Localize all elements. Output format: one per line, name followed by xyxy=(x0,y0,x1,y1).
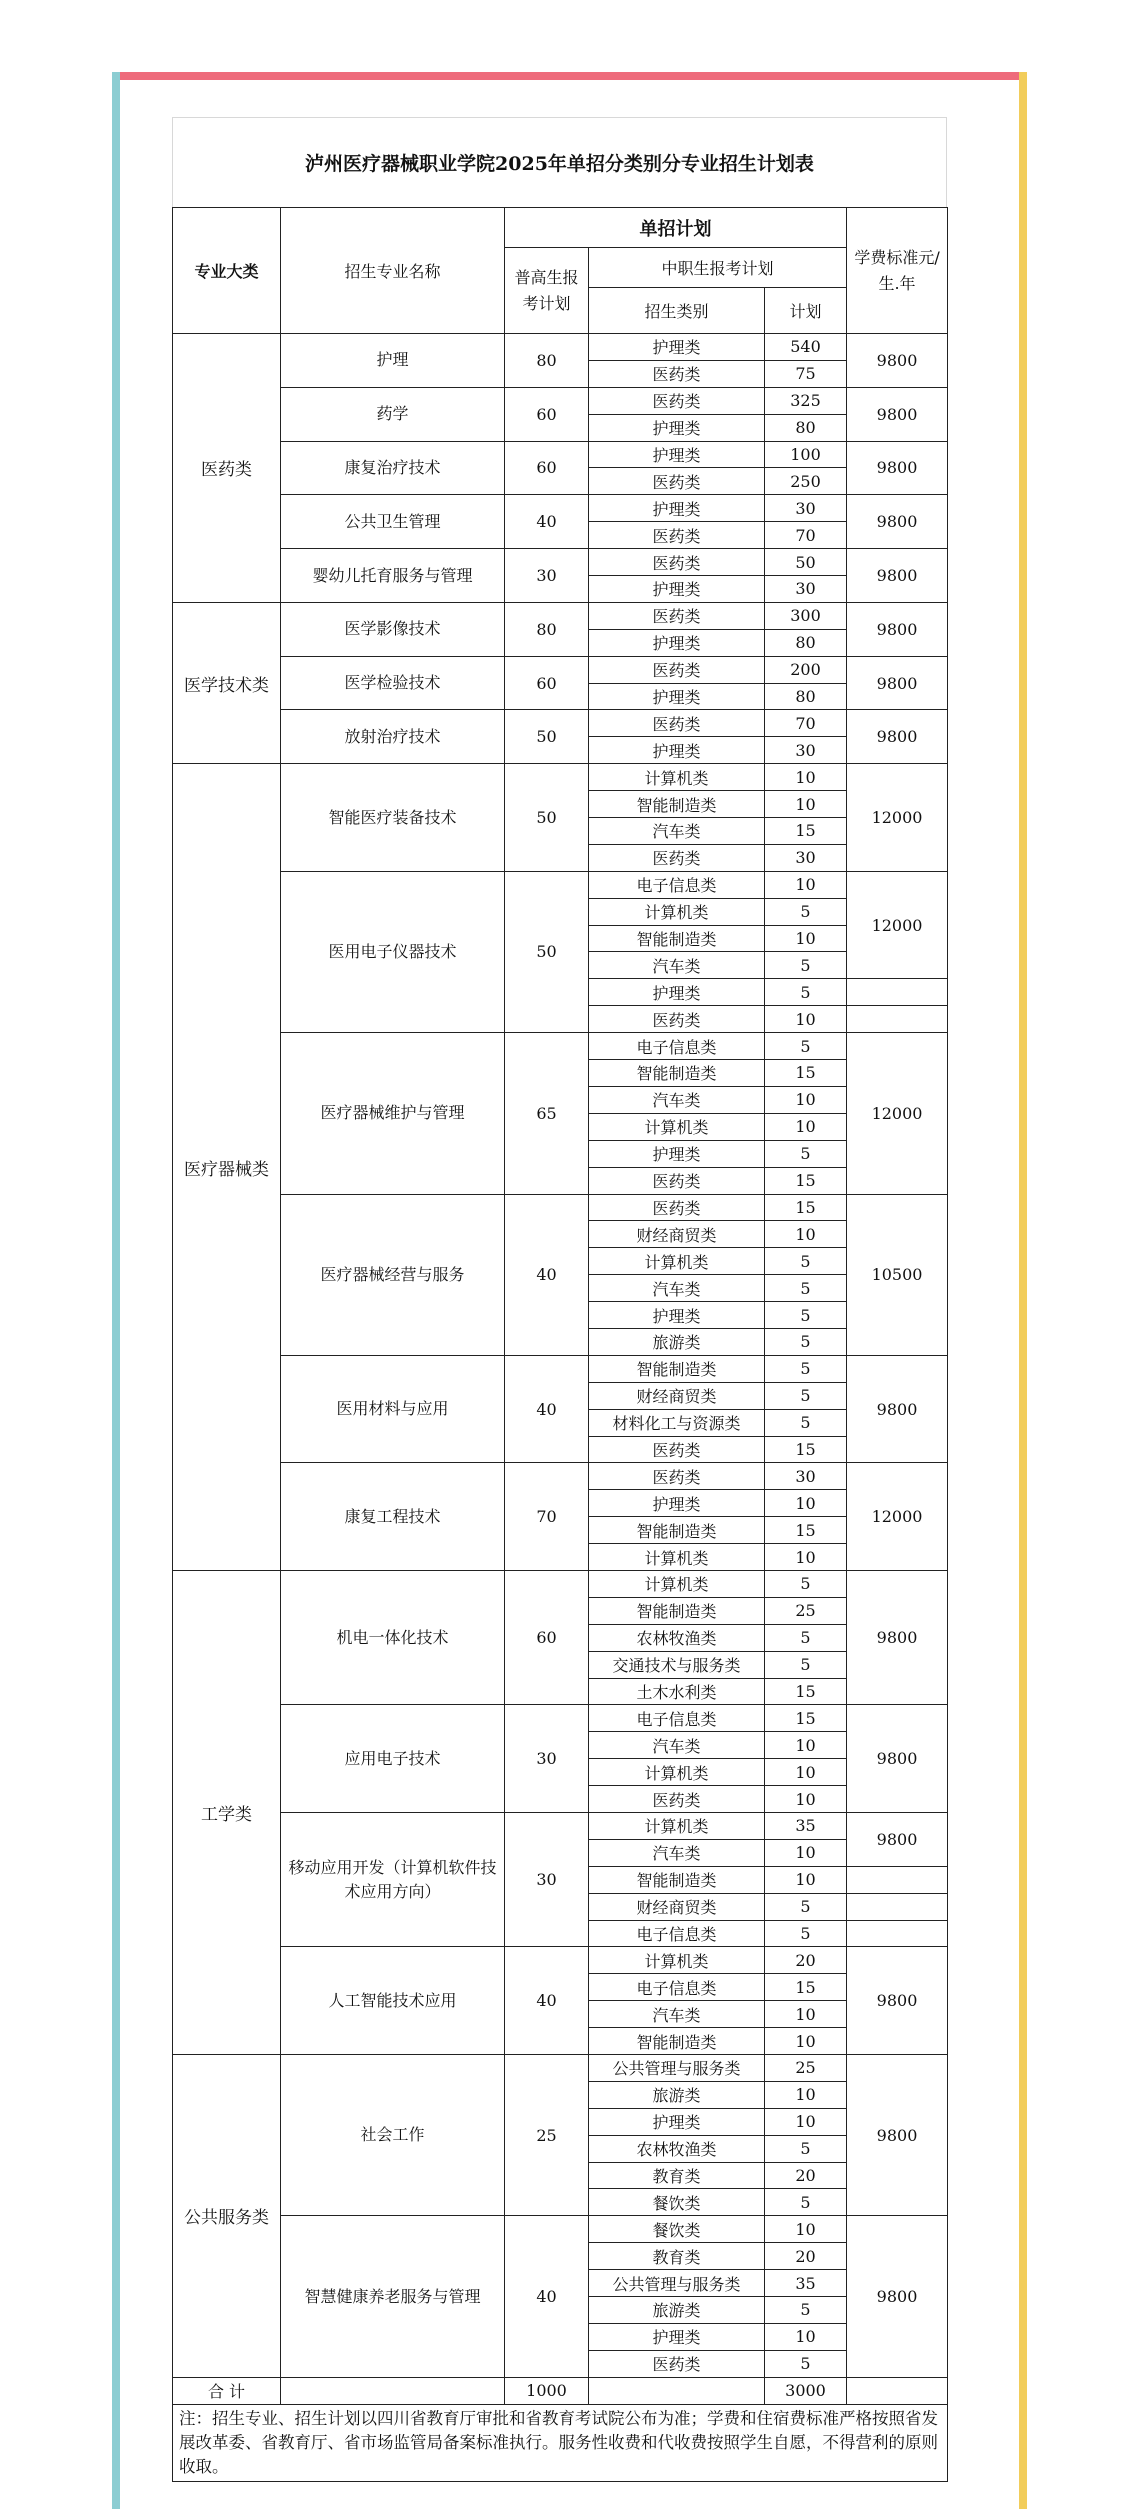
admission-type-cell: 教育类 xyxy=(589,2162,765,2189)
admission-type-cell: 护理类 xyxy=(589,979,765,1006)
general-plan-cell: 40 xyxy=(505,1194,589,1355)
header-vocational: 中职生报考计划 xyxy=(589,248,847,288)
general-plan-cell: 30 xyxy=(505,549,589,603)
admission-type-cell: 医药类 xyxy=(589,360,765,387)
major-name-cell: 药学 xyxy=(281,387,505,441)
admission-type-cell: 医药类 xyxy=(589,1194,765,1221)
fee-cell: 12000 xyxy=(847,1463,948,1571)
fee-cell: 9800 xyxy=(847,2216,948,2377)
vocational-plan-cell: 5 xyxy=(765,898,847,925)
vocational-plan-cell: 50 xyxy=(765,549,847,576)
vocational-plan-cell: 10 xyxy=(765,1759,847,1786)
admission-type-cell: 公共管理与服务类 xyxy=(589,2270,765,2297)
general-plan-cell: 60 xyxy=(505,1570,589,1704)
admission-type-cell: 智能制造类 xyxy=(589,791,765,818)
table-row xyxy=(173,1705,948,1732)
header-general: 普高生报考计划 xyxy=(505,248,589,334)
vocational-plan-cell: 10 xyxy=(765,1086,847,1113)
sheet-title: 泸州医疗器械职业学院2025年单招分类别分专业招生计划表 xyxy=(172,117,947,207)
admission-type-cell: 土木水利类 xyxy=(589,1678,765,1705)
admission-type-cell: 电子信息类 xyxy=(589,1033,765,1060)
empty-fee-cell xyxy=(847,1006,948,1033)
header-count: 计划 xyxy=(765,288,847,334)
general-plan-cell: 60 xyxy=(505,441,589,495)
table-row xyxy=(173,549,948,576)
admission-type-cell: 医药类 xyxy=(589,1786,765,1813)
admission-type-cell: 医药类 xyxy=(589,522,765,549)
admission-type-cell: 护理类 xyxy=(589,576,765,603)
major-name-cell: 放射治疗技术 xyxy=(281,710,505,764)
fee-cell: 9800 xyxy=(847,334,948,388)
admission-type-cell: 医药类 xyxy=(589,844,765,871)
admission-type-cell: 护理类 xyxy=(589,1140,765,1167)
admission-type-cell: 护理类 xyxy=(589,683,765,710)
header-plan: 单招计划 xyxy=(505,208,847,248)
vocational-plan-cell: 5 xyxy=(765,1651,847,1678)
admission-type-cell: 护理类 xyxy=(589,2108,765,2135)
admission-type-cell: 财经商贸类 xyxy=(589,1221,765,1248)
admission-type-cell: 餐饮类 xyxy=(589,2189,765,2216)
admission-type-cell: 电子信息类 xyxy=(589,1705,765,1732)
table-row xyxy=(173,2216,948,2243)
fee-cell: 9800 xyxy=(847,1355,948,1463)
table-row xyxy=(173,1463,948,1490)
vocational-plan-cell: 5 xyxy=(765,1893,847,1920)
admission-type-cell: 护理类 xyxy=(589,334,765,361)
total-label: 合 计 xyxy=(173,2377,281,2404)
general-plan-cell: 40 xyxy=(505,495,589,549)
vocational-plan-cell: 540 xyxy=(765,334,847,361)
admission-type-cell: 农林牧渔类 xyxy=(589,1624,765,1651)
vocational-plan-cell: 5 xyxy=(765,1248,847,1275)
admission-type-cell: 智能制造类 xyxy=(589,1060,765,1087)
vocational-plan-cell: 10 xyxy=(765,2323,847,2350)
vocational-plan-cell: 80 xyxy=(765,629,847,656)
general-plan-cell: 70 xyxy=(505,1463,589,1571)
table-row xyxy=(173,764,948,791)
vocational-plan-cell: 5 xyxy=(765,1328,847,1355)
table-row xyxy=(173,2055,948,2082)
vocational-plan-cell: 30 xyxy=(765,737,847,764)
major-name-cell: 医学影像技术 xyxy=(281,602,505,656)
admission-type-cell: 汽车类 xyxy=(589,1732,765,1759)
table-row xyxy=(173,1812,948,1839)
table-row xyxy=(173,1033,948,1060)
major-name-cell: 医用材料与应用 xyxy=(281,1355,505,1463)
vocational-plan-cell: 25 xyxy=(765,2055,847,2082)
major-name-cell: 医疗器械经营与服务 xyxy=(281,1194,505,1355)
vocational-plan-cell: 10 xyxy=(765,1839,847,1866)
admission-type-cell: 汽车类 xyxy=(589,952,765,979)
total-empty xyxy=(847,2377,948,2404)
fee-cell: 9800 xyxy=(847,1705,948,1813)
vocational-plan-cell: 35 xyxy=(765,2270,847,2297)
vocational-plan-cell: 10 xyxy=(765,2081,847,2108)
vocational-plan-cell: 5 xyxy=(765,1355,847,1382)
fee-cell: 9800 xyxy=(847,1947,948,2055)
vocational-plan-cell: 10 xyxy=(765,2028,847,2055)
vocational-plan-cell: 10 xyxy=(765,2108,847,2135)
table-row xyxy=(173,602,948,629)
left-accent-bar xyxy=(112,72,120,2509)
general-plan-cell: 40 xyxy=(505,2216,589,2377)
fee-cell: 12000 xyxy=(847,871,948,979)
fee-cell: 9800 xyxy=(847,656,948,710)
major-name-cell: 机电一体化技术 xyxy=(281,1570,505,1704)
admission-type-cell: 旅游类 xyxy=(589,1328,765,1355)
vocational-plan-cell: 10 xyxy=(765,2216,847,2243)
admission-type-cell: 护理类 xyxy=(589,414,765,441)
admission-type-cell: 护理类 xyxy=(589,495,765,522)
vocational-plan-cell: 20 xyxy=(765,2162,847,2189)
table-row xyxy=(173,334,948,361)
fee-cell: 9800 xyxy=(847,710,948,764)
admission-type-cell: 智能制造类 xyxy=(589,1355,765,1382)
category-cell: 工学类 xyxy=(173,1570,281,2054)
admission-type-cell: 餐饮类 xyxy=(589,2216,765,2243)
vocational-plan-cell: 15 xyxy=(765,1517,847,1544)
table-row xyxy=(173,1194,948,1221)
admission-type-cell: 计算机类 xyxy=(589,1947,765,1974)
admission-type-cell: 教育类 xyxy=(589,2243,765,2270)
admission-type-cell: 汽车类 xyxy=(589,1275,765,1302)
admission-type-cell: 医药类 xyxy=(589,1436,765,1463)
major-name-cell: 智慧健康养老服务与管理 xyxy=(281,2216,505,2377)
top-accent-bar xyxy=(112,72,1027,80)
vocational-plan-cell: 5 xyxy=(765,952,847,979)
vocational-plan-cell: 10 xyxy=(765,2001,847,2028)
total-empty xyxy=(281,2377,505,2404)
vocational-plan-cell: 100 xyxy=(765,441,847,468)
admission-type-cell: 汽车类 xyxy=(589,818,765,845)
admission-type-cell: 农林牧渔类 xyxy=(589,2135,765,2162)
table-row xyxy=(173,441,948,468)
admission-type-cell: 计算机类 xyxy=(589,1248,765,1275)
vocational-plan-cell: 20 xyxy=(765,1947,847,1974)
right-accent-bar xyxy=(1019,72,1027,2509)
fee-cell: 12000 xyxy=(847,764,948,872)
major-name-cell: 康复工程技术 xyxy=(281,1463,505,1571)
vocational-plan-cell: 300 xyxy=(765,602,847,629)
vocational-plan-cell: 10 xyxy=(765,1786,847,1813)
empty-fee-cell xyxy=(847,1920,948,1947)
table-row xyxy=(173,710,948,737)
admission-type-cell: 计算机类 xyxy=(589,1544,765,1571)
total-row xyxy=(173,2377,948,2404)
vocational-plan-cell: 10 xyxy=(765,1866,847,1893)
admission-type-cell: 电子信息类 xyxy=(589,871,765,898)
vocational-plan-cell: 250 xyxy=(765,468,847,495)
table-row xyxy=(173,495,948,522)
admission-type-cell: 计算机类 xyxy=(589,764,765,791)
fee-cell: 9800 xyxy=(847,602,948,656)
admission-type-cell: 护理类 xyxy=(589,737,765,764)
major-name-cell: 医用电子仪器技术 xyxy=(281,871,505,1032)
admission-type-cell: 医药类 xyxy=(589,2350,765,2377)
admission-type-cell: 交通技术与服务类 xyxy=(589,1651,765,1678)
admission-type-cell: 公共管理与服务类 xyxy=(589,2055,765,2082)
vocational-plan-cell: 5 xyxy=(765,2135,847,2162)
admission-type-cell: 医药类 xyxy=(589,1006,765,1033)
admission-type-cell: 护理类 xyxy=(589,2323,765,2350)
major-name-cell: 医疗器械维护与管理 xyxy=(281,1033,505,1194)
general-plan-cell: 40 xyxy=(505,1355,589,1463)
category-cell: 医疗器械类 xyxy=(173,764,281,1571)
general-plan-cell: 30 xyxy=(505,1705,589,1813)
vocational-plan-cell: 10 xyxy=(765,1221,847,1248)
enrollment-sheet xyxy=(172,117,947,2482)
vocational-plan-cell: 5 xyxy=(765,1033,847,1060)
admission-type-cell: 计算机类 xyxy=(589,1812,765,1839)
admission-type-cell: 医药类 xyxy=(589,549,765,576)
fee-cell: 9800 xyxy=(847,549,948,603)
general-plan-cell: 50 xyxy=(505,764,589,872)
header-major: 招生专业名称 xyxy=(281,208,505,334)
major-name-cell: 人工智能技术应用 xyxy=(281,1947,505,2055)
admission-type-cell: 医药类 xyxy=(589,656,765,683)
general-plan-cell: 40 xyxy=(505,1947,589,2055)
general-plan-cell: 60 xyxy=(505,656,589,710)
header-type: 招生类别 xyxy=(589,288,765,334)
vocational-plan-cell: 5 xyxy=(765,1275,847,1302)
vocational-plan-cell: 5 xyxy=(765,1140,847,1167)
table-row xyxy=(173,871,948,898)
admission-type-cell: 旅游类 xyxy=(589,2297,765,2324)
table-row xyxy=(173,656,948,683)
total-empty xyxy=(589,2377,765,2404)
admission-type-cell: 护理类 xyxy=(589,441,765,468)
fee-cell: 12000 xyxy=(847,1033,948,1194)
vocational-plan-cell: 80 xyxy=(765,414,847,441)
vocational-plan-cell: 35 xyxy=(765,1812,847,1839)
admission-type-cell: 医药类 xyxy=(589,602,765,629)
vocational-plan-cell: 5 xyxy=(765,1570,847,1597)
vocational-plan-cell: 30 xyxy=(765,844,847,871)
total-general: 1000 xyxy=(505,2377,589,2404)
vocational-plan-cell: 10 xyxy=(765,871,847,898)
category-cell: 公共服务类 xyxy=(173,2055,281,2378)
general-plan-cell: 25 xyxy=(505,2055,589,2216)
vocational-plan-cell: 15 xyxy=(765,1705,847,1732)
header-category: 专业大类 xyxy=(173,208,281,334)
note-row xyxy=(173,2404,948,2481)
vocational-plan-cell: 10 xyxy=(765,1113,847,1140)
vocational-plan-cell: 25 xyxy=(765,1597,847,1624)
major-name-cell: 智能医疗装备技术 xyxy=(281,764,505,872)
vocational-plan-cell: 15 xyxy=(765,1436,847,1463)
empty-fee-cell xyxy=(847,1893,948,1920)
general-plan-cell: 50 xyxy=(505,710,589,764)
footnote: 注：招生专业、招生计划以四川省教育厅审批和省教育考试院公布为准；学费和住宿费标准严格按照省发展改革委、省教育厅、省市场监管局备案标准执行。服务性收费和代收费按照学生自愿，不得营利的原则收取。 xyxy=(173,2404,948,2481)
vocational-plan-cell: 15 xyxy=(765,1060,847,1087)
admission-type-cell: 计算机类 xyxy=(589,1759,765,1786)
vocational-plan-cell: 30 xyxy=(765,576,847,603)
general-plan-cell: 80 xyxy=(505,334,589,388)
vocational-plan-cell: 5 xyxy=(765,1624,847,1651)
vocational-plan-cell: 10 xyxy=(765,1544,847,1571)
vocational-plan-cell: 15 xyxy=(765,1167,847,1194)
vocational-plan-cell: 5 xyxy=(765,1409,847,1436)
admission-type-cell: 汽车类 xyxy=(589,1839,765,1866)
major-name-cell: 婴幼儿托育服务与管理 xyxy=(281,549,505,603)
category-cell: 医药类 xyxy=(173,334,281,603)
vocational-plan-cell: 10 xyxy=(765,1490,847,1517)
vocational-plan-cell: 15 xyxy=(765,1974,847,2001)
vocational-plan-cell: 5 xyxy=(765,2189,847,2216)
table-row xyxy=(173,1355,948,1382)
major-name-cell: 医学检验技术 xyxy=(281,656,505,710)
vocational-plan-cell: 5 xyxy=(765,2350,847,2377)
fee-cell: 10500 xyxy=(847,1194,948,1355)
header-fee: 学费标准元/生.年 xyxy=(847,208,948,334)
major-name-cell: 应用电子技术 xyxy=(281,1705,505,1813)
admission-type-cell: 旅游类 xyxy=(589,2081,765,2108)
vocational-plan-cell: 5 xyxy=(765,1382,847,1409)
empty-fee-cell xyxy=(847,1866,948,1893)
general-plan-cell: 60 xyxy=(505,387,589,441)
vocational-plan-cell: 75 xyxy=(765,360,847,387)
fee-cell: 9800 xyxy=(847,495,948,549)
admission-type-cell: 医药类 xyxy=(589,387,765,414)
vocational-plan-cell: 10 xyxy=(765,925,847,952)
admission-type-cell: 财经商贸类 xyxy=(589,1893,765,1920)
vocational-plan-cell: 20 xyxy=(765,2243,847,2270)
vocational-plan-cell: 5 xyxy=(765,979,847,1006)
major-name-cell: 移动应用开发（计算机软件技术应用方向） xyxy=(281,1812,505,1946)
empty-fee-cell xyxy=(847,979,948,1006)
table-row xyxy=(173,1947,948,1974)
admission-type-cell: 计算机类 xyxy=(589,1113,765,1140)
admission-type-cell: 电子信息类 xyxy=(589,1974,765,2001)
vocational-plan-cell: 70 xyxy=(765,522,847,549)
category-cell: 医学技术类 xyxy=(173,602,281,763)
total-vocational: 3000 xyxy=(765,2377,847,2404)
admission-type-cell: 电子信息类 xyxy=(589,1920,765,1947)
vocational-plan-cell: 5 xyxy=(765,1920,847,1947)
admission-type-cell: 医药类 xyxy=(589,1463,765,1490)
vocational-plan-cell: 70 xyxy=(765,710,847,737)
fee-cell: 9800 xyxy=(847,1812,948,1866)
vocational-plan-cell: 325 xyxy=(765,387,847,414)
admission-type-cell: 财经商贸类 xyxy=(589,1382,765,1409)
table-row xyxy=(173,1570,948,1597)
admission-type-cell: 汽车类 xyxy=(589,2001,765,2028)
major-name-cell: 护理 xyxy=(281,334,505,388)
fee-cell: 9800 xyxy=(847,2055,948,2216)
fee-cell: 9800 xyxy=(847,387,948,441)
vocational-plan-cell: 10 xyxy=(765,791,847,818)
enrollment-table xyxy=(172,207,948,2482)
admission-type-cell: 智能制造类 xyxy=(589,1866,765,1893)
admission-type-cell: 智能制造类 xyxy=(589,925,765,952)
vocational-plan-cell: 5 xyxy=(765,1302,847,1329)
admission-type-cell: 计算机类 xyxy=(589,898,765,925)
vocational-plan-cell: 30 xyxy=(765,495,847,522)
vocational-plan-cell: 10 xyxy=(765,1006,847,1033)
general-plan-cell: 50 xyxy=(505,871,589,1032)
admission-type-cell: 医药类 xyxy=(589,468,765,495)
major-name-cell: 社会工作 xyxy=(281,2055,505,2216)
admission-type-cell: 医药类 xyxy=(589,710,765,737)
admission-type-cell: 智能制造类 xyxy=(589,2028,765,2055)
admission-type-cell: 计算机类 xyxy=(589,1570,765,1597)
general-plan-cell: 65 xyxy=(505,1033,589,1194)
vocational-plan-cell: 15 xyxy=(765,1194,847,1221)
general-plan-cell: 80 xyxy=(505,602,589,656)
admission-type-cell: 智能制造类 xyxy=(589,1597,765,1624)
admission-type-cell: 智能制造类 xyxy=(589,1517,765,1544)
admission-type-cell: 材料化工与资源类 xyxy=(589,1409,765,1436)
admission-type-cell: 汽车类 xyxy=(589,1086,765,1113)
general-plan-cell: 30 xyxy=(505,1812,589,1946)
table-body xyxy=(173,334,948,2482)
vocational-plan-cell: 10 xyxy=(765,764,847,791)
vocational-plan-cell: 15 xyxy=(765,818,847,845)
admission-type-cell: 护理类 xyxy=(589,1302,765,1329)
vocational-plan-cell: 30 xyxy=(765,1463,847,1490)
admission-type-cell: 护理类 xyxy=(589,629,765,656)
vocational-plan-cell: 10 xyxy=(765,1732,847,1759)
vocational-plan-cell: 80 xyxy=(765,683,847,710)
vocational-plan-cell: 200 xyxy=(765,656,847,683)
fee-cell: 9800 xyxy=(847,1570,948,1704)
major-name-cell: 康复治疗技术 xyxy=(281,441,505,495)
admission-type-cell: 护理类 xyxy=(589,1490,765,1517)
major-name-cell: 公共卫生管理 xyxy=(281,495,505,549)
vocational-plan-cell: 15 xyxy=(765,1678,847,1705)
fee-cell: 9800 xyxy=(847,441,948,495)
admission-type-cell: 医药类 xyxy=(589,1167,765,1194)
table-row xyxy=(173,387,948,414)
vocational-plan-cell: 5 xyxy=(765,2297,847,2324)
